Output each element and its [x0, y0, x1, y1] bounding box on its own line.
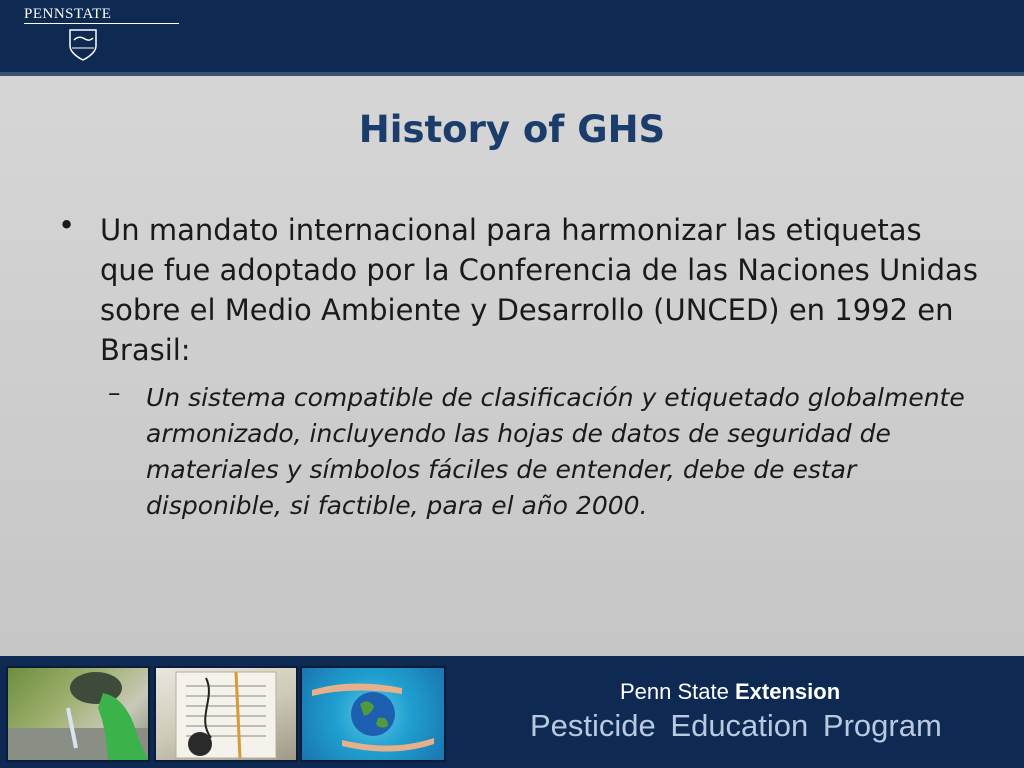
pennstate-logo: [24, 6, 184, 62]
bullet-text: Un mandato internacional para harmonizar las etiquetas que fue adoptado por la Conferencia de las Naciones Unidas sobre el Medio Ambiente y Desarrollo (UNCED) en 1992 en Brasil:: [100, 213, 978, 367]
extension-bold: Extension: [735, 679, 841, 704]
logo-rule: [24, 23, 179, 24]
program-label: Pesticide Education Program: [530, 708, 942, 743]
photo-checklist-stopwatch: [154, 666, 298, 762]
shield-icon: [68, 28, 98, 62]
extension-label: [620, 679, 840, 705]
photo-earth-hands: [300, 666, 446, 762]
header-bar: [0, 0, 1024, 76]
extension-prefix: Penn State: [620, 679, 729, 704]
logo-wordmark: PENNSTATE: [24, 6, 112, 22]
sub-bullet-marker: –: [108, 378, 121, 407]
slide-title: History of GHS: [358, 108, 666, 151]
sub-bullet-text: Un sistema compatible de clasificación y etiquetado globalmente armonizado, incluyendo las hojas de datos de seguridad de materiales y símbolos fáciles de entender, debe de estar disponible, si factible, para el año 2000.: [146, 383, 965, 520]
photo-pesticide-pouring: [6, 666, 150, 762]
bullet-marker: •: [58, 208, 76, 242]
